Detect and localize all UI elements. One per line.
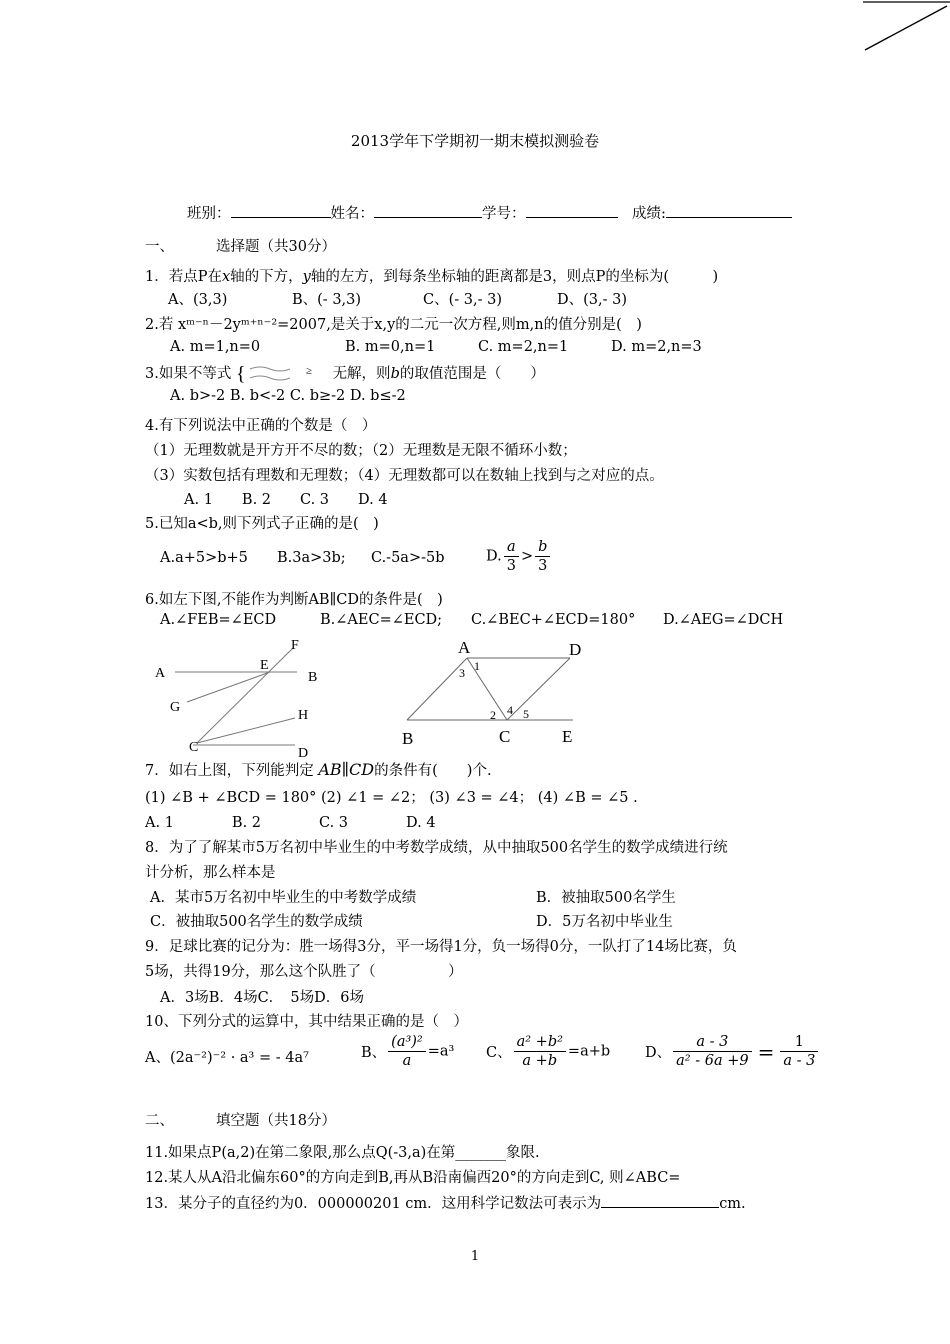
question-8-option-a: A．某市5万名初中毕业生的中考数学成绩 — [150, 890, 417, 906]
fig-right-label-e: E — [562, 727, 573, 746]
fig-left-label-c: C — [189, 740, 199, 755]
section-two-heading — [145, 1109, 336, 1130]
name-field[interactable] — [374, 202, 482, 218]
question-5-option-c: C.-5a>-5b — [371, 550, 445, 566]
student-info-line — [187, 202, 792, 223]
fig-right-label-a: A — [458, 638, 471, 657]
page-title: 2013学年下学期初一期末模拟测验卷 — [350, 132, 600, 150]
fig-right-label-b: B — [402, 729, 414, 748]
question-10-stem: 10、下列分式的运算中，其中结果正确的是（ ） — [145, 1014, 468, 1030]
question-13-answer-blank[interactable] — [601, 1192, 719, 1208]
question-2-stem: 2.若 xᵐ⁻ⁿ－2yᵐ⁺ⁿ⁻²=2007,是关于x,y的二元一次方程,则m,n的值分别是( ) — [145, 317, 642, 333]
question-2-option-b: B. m=0,n=1 — [345, 339, 436, 355]
question-1-option-b: B、(- 3,3) — [292, 292, 362, 308]
fig-left-label-d: D — [298, 746, 309, 760]
question-4-line-2: （3）实数包括有理数和无理数；（4）无理数都可以在数轴上找到与之对应的点。 — [145, 468, 664, 484]
fig-left-label-b: B — [308, 670, 318, 685]
fig-right-label-1: 1 — [474, 659, 480, 673]
question-8-option-d: D．5万名初中毕业生 — [536, 914, 673, 930]
id-label: 学号： — [482, 206, 526, 222]
fig-left-label-g: G — [170, 700, 181, 715]
question-3-stem: 3.如果不等式 { ≥ 无解，则b的取值范围是（ ） — [145, 363, 545, 384]
fig-right-label-d: D — [569, 640, 582, 659]
question-10-option-b: B、 $\frac{\text{(a³)²}}{a}$ =a³ — [361, 1034, 455, 1069]
question-8-option-b: B．被抽取500名学生 — [536, 890, 676, 906]
fig-right-label-5: 5 — [523, 707, 529, 721]
figure-parallel-lines-left — [145, 630, 330, 760]
class-field[interactable] — [231, 202, 331, 218]
fig-right-label-4: 4 — [507, 703, 513, 717]
fig-left-label-e: E — [260, 658, 269, 673]
score-label: 成绩: — [632, 206, 666, 222]
question-13: 13．某分子的直径约为0．000000201 cm．这用科学记数法可表示为 cm. — [145, 1192, 746, 1213]
question-1-option-c: C、(- 3,- 3) — [423, 292, 502, 308]
section-two-number: 二、 — [145, 1113, 174, 1129]
question-9-stem-line-1: 9．足球比赛的记分为：胜一场得3分，平一场得1分，负一场得0分，一队打了14场比赛，负 — [145, 939, 737, 955]
id-field[interactable] — [526, 202, 618, 218]
fig-right-label-c: C — [499, 727, 511, 746]
question-1-option-d: D、(3,- 3) — [557, 292, 628, 308]
question-9-options: A．3场B．4场C． 5场D．6场 — [160, 990, 364, 1006]
question-2-option-a: A. m=1,n=0 — [170, 339, 261, 355]
question-4-stem: 4.有下列说法中正确的个数是（ ） — [145, 418, 377, 434]
section-one-heading — [145, 235, 336, 256]
question-6-option-b: B.∠AEC=∠ECD; — [320, 612, 443, 628]
section-one-number: 一、 — [145, 239, 174, 255]
svg-text:{: { — [235, 363, 246, 384]
fig-right-label-3: 3 — [459, 666, 465, 680]
question-7-conditions: (1) ∠B + ∠BCD = 180° (2) ∠1 = ∠2； (3) ∠3 = ∠4； (4) ∠B = ∠5 . — [145, 790, 638, 806]
question-5-option-a: A.a+5>b+5 — [160, 550, 248, 566]
fig-left-label-h: H — [298, 708, 309, 723]
question-2-option-c: C. m=2,n=1 — [478, 339, 569, 355]
question-7-stem: 7．如右上图，下列能判定 AB∥CD的条件有( )个. — [145, 760, 492, 779]
question-1-option-a: A、(3,3) — [168, 292, 228, 308]
question-9-stem-line-2: 5场，共得19分，那么这个队胜了（ ） — [145, 964, 463, 980]
question-12: 12.某人从A沿北偏东60°的方向走到B,再从B沿南偏西20°的方向走到C, 则∠ABC= — [145, 1170, 681, 1186]
section-two-title: 填空题（共18分） — [216, 1113, 336, 1129]
question-5-stem: 5.已知a<b,则下列式子正确的是( ) — [145, 516, 379, 532]
score-field[interactable] — [666, 202, 792, 218]
question-10-option-a: A、(2a⁻²)⁻² · a³ = - 4a⁷ — [145, 1050, 309, 1066]
inequality-system-image — [236, 364, 328, 384]
question-10-option-c: C、 $\frac{\text{a² +b²}}{a +b}$ =a+b — [486, 1034, 611, 1069]
question-5-option-b: B.3a>3b; — [277, 550, 346, 566]
fig-left-label-a: A — [155, 666, 166, 681]
page-number: 1 — [470, 1249, 480, 1264]
question-8-stem-line-1: 8．为了了解某市5万名初中毕业生的中考数学成绩，从中抽取500名学生的数学成绩进行统 — [145, 840, 728, 856]
question-4-line-1: （1）无理数就是开方开不尽的数；（2）无理数是无限不循环小数； — [145, 443, 577, 459]
question-3-options: A. b>-2 B. b<-2 C. b≥-2 D. b≤-2 — [170, 388, 406, 404]
question-4-options: A. 1 B. 2 C. 3 D. 4 — [184, 492, 388, 508]
class-label: 班别： — [187, 206, 231, 222]
question-6-option-d: D.∠AEG=∠DCH — [663, 612, 784, 628]
question-10-option-d: D、 $\frac{a - 3}{\text{a² - 6a +9}}$ = $\frac{1}{a - 3}$ — [645, 1033, 820, 1070]
corner-mark — [855, 0, 950, 55]
figure-parallelogram-right — [395, 636, 595, 748]
section-one-title: 选择题（共30分） — [216, 239, 336, 255]
question-6-option-c: C.∠BEC+∠ECD=180° — [471, 612, 636, 628]
fig-right-label-2: 2 — [490, 708, 496, 722]
question-7-options: A. 1 B. 2 C. 3 D. 4 — [145, 815, 436, 831]
question-6-stem: 6.如左下图,不能作为判断AB∥CD的条件是( ) — [145, 592, 443, 608]
question-5-option-d: D. $\frac{a}{3}$ > $\frac{b}{3}$ — [486, 538, 552, 575]
question-8-stem-line-2: 计分析，那么样本是 — [145, 865, 276, 881]
name-label: 姓名： — [330, 206, 374, 222]
svg-text:≥: ≥ — [305, 365, 312, 377]
question-1-stem: 1．若点P在x轴的下方，y轴的左方，到每条坐标轴的距离都是3，则点P的坐标为( ) — [145, 269, 719, 285]
question-11: 11.如果点P(a,2)在第二象限,那么点Q(-3,a)在第_______象限. — [145, 1145, 540, 1161]
fig-left-label-f: F — [291, 638, 299, 653]
question-8-option-c: C．被抽取500名学生的数学成绩 — [150, 914, 363, 930]
question-6-option-a: A.∠FEB=∠ECD — [160, 612, 277, 628]
question-2-option-d: D. m=2,n=3 — [611, 339, 702, 355]
